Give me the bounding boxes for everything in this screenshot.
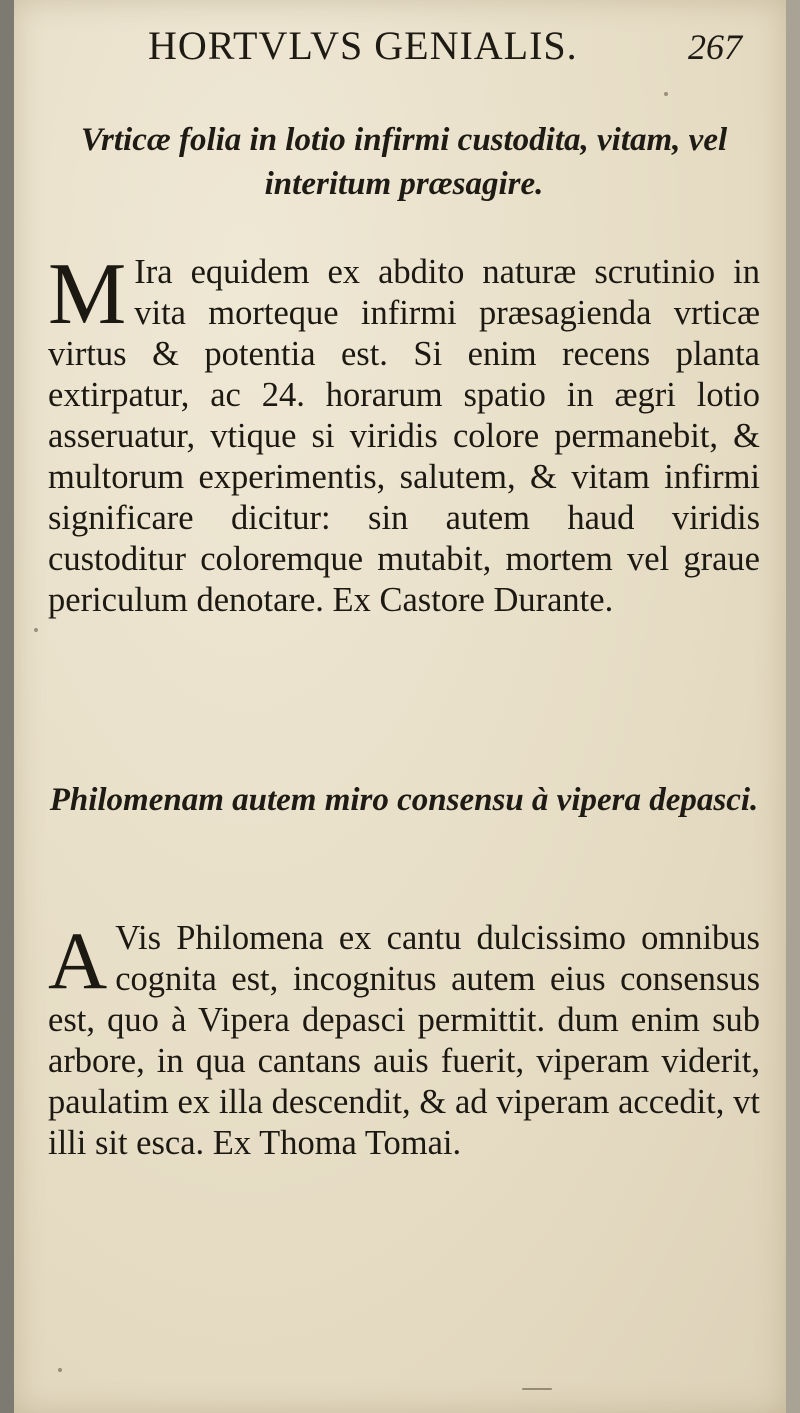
section-body-2: [48, 915, 760, 1164]
scan-right-edge: [786, 0, 800, 1413]
body-text-1: Ira equidem ex abdito naturæ scrutinio in vita morteque infirmi præsagienda vrticæ virtus & potentia est. Si enim recens planta extirpatur, ac 24. horarum spatio in ægri lotio asseruatur, vtique si viridis colore permanebit, & multorum experimentis, salutem, & vitam infirmi significare dicitur: sin autem haud viridis custoditur coloremque mutabit, mortem vel graue periculum denotare. Ex Castore Durante.: [48, 253, 760, 619]
page-number: 267: [688, 27, 742, 67]
book-page: [14, 0, 786, 1413]
section-body-1: [48, 246, 760, 621]
scan-left-edge: [0, 0, 14, 1413]
drop-cap-2: A: [48, 915, 108, 1006]
ink-speck: [58, 1368, 62, 1372]
section-heading-1: Vrticæ folia in lotio infirmi custodita, vitam, vel interitum præsagire.: [80, 122, 728, 202]
running-head-title: HORTVLVS GENIALIS.: [148, 23, 578, 68]
body-text-2: Vis Philomena ex cantu dulcissimo omnibus cognita est, incognitus autem eius consensus est, quo à Vipera depasci permittit. dum enim sub arbore, in qua cantans auis fuerit, viperam viderit, paulatim ex illa descendit, & ad viperam accedit, vt illi sit esca. Ex Thoma Tomai.: [48, 919, 760, 1162]
ink-speck: [34, 628, 38, 632]
drop-cap-1: M: [48, 246, 127, 343]
section-heading-2: Philomenam autem miro consensu à vipera depasci.: [49, 782, 759, 818]
ink-speck: [522, 1388, 552, 1390]
running-head: [14, 16, 786, 76]
ink-speck: [664, 92, 668, 96]
